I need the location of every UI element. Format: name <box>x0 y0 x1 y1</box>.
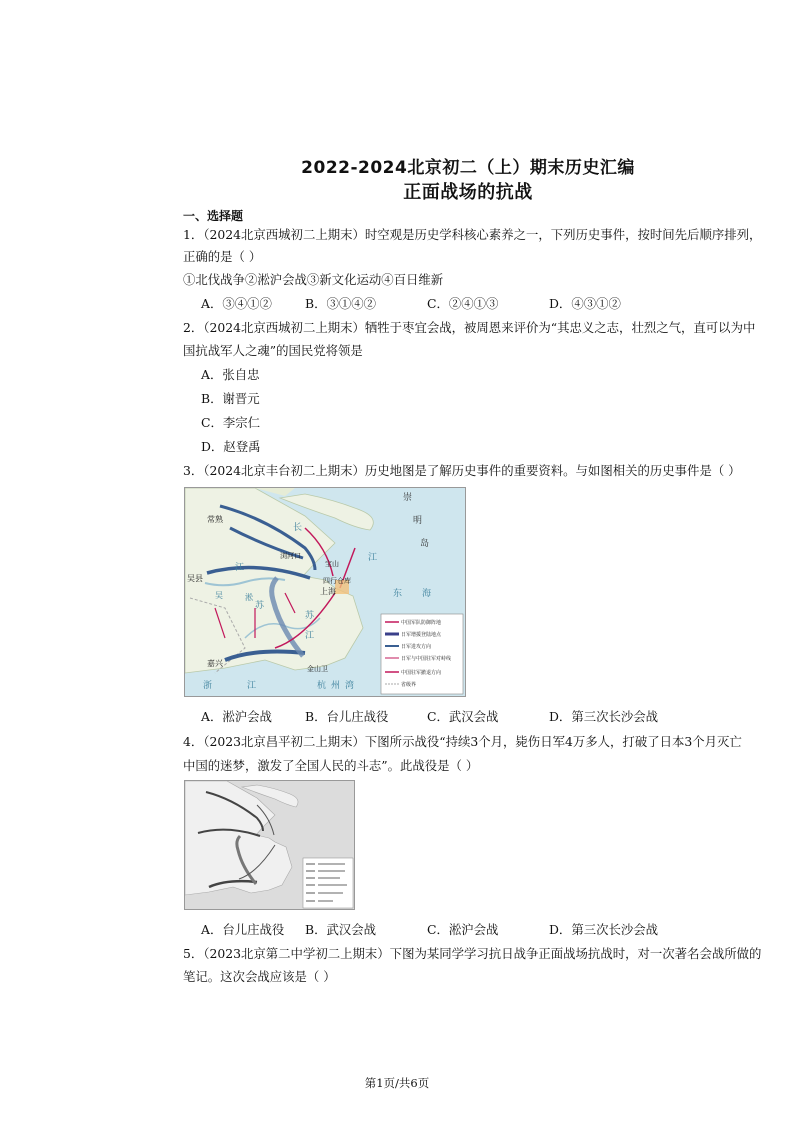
svg-text:省级界: 省级界 <box>401 682 417 688</box>
svg-text:吴: 吴 <box>215 591 223 600</box>
q2-stem-line1: 2．（2024北京西城初二上期末）牺牲于枣宜会战，被周恩来评价为“其忠义之志，壮烈之气，直可以为中 <box>183 320 756 335</box>
map-legend <box>381 614 463 694</box>
q3-stem-line1: 3．（2024北京丰台初二上期末）历史地图是了解历史事件的重要资料。与如图相关的历史事件是（ ） <box>183 463 741 478</box>
section-heading: 一、选择题 <box>183 209 244 223</box>
svg-text:苏: 苏 <box>255 601 265 611</box>
svg-text:日军增援登陆地点: 日军增援登陆地点 <box>401 632 442 638</box>
svg-text:浏河口: 浏河口 <box>280 552 301 560</box>
svg-text:湾: 湾 <box>345 681 355 691</box>
q4-stem-line1: 4．（2023北京昌平初二上期末）下图所示战役“持续3个月，毙伤日军4万多人，打破了日本3个月灭亡 <box>183 734 742 749</box>
q4-option-b: B．武汉会战 <box>305 922 377 937</box>
page-footer: 第1页/共6页 <box>364 1076 430 1090</box>
q3-option-b: B．台儿庄战役 <box>305 709 389 724</box>
svg-text:江: 江 <box>235 563 245 573</box>
svg-text:宝山: 宝山 <box>325 560 339 568</box>
svg-text:岛: 岛 <box>420 539 430 549</box>
q2-option-d: D．赵登禹 <box>201 439 261 454</box>
svg-text:州: 州 <box>331 681 341 691</box>
q4-option-a: A．台儿庄战役 <box>201 922 285 937</box>
q5-stem-line1: 5．（2023北京第二中学初二上期末）下图为某同学学习抗日战争正面战场抗战时，对一次著名会战所做的 <box>183 946 762 961</box>
svg-text:中国驻军撤退方向: 中国驻军撤退方向 <box>401 670 442 676</box>
q5-stem-line2: 笔记。这次会战应该是（ ） <box>183 969 336 984</box>
svg-text:东: 东 <box>393 589 403 599</box>
q1-events: ①北伐战争②淞沪会战③新文化运动④百日维新 <box>183 272 444 287</box>
q1-stem-line2: 正确的是（ ） <box>183 249 262 264</box>
q1-stem-line1: 1．（2024北京西城初二上期末）时空观是历史学科核心素养之一，下列历史事件，按时间先后顺序排列， <box>183 227 762 242</box>
svg-text:淞: 淞 <box>245 593 253 602</box>
q2-option-c: C．李宗仁 <box>201 415 261 430</box>
svg-text:中国军队防御阵地: 中国军队防御阵地 <box>401 620 442 626</box>
q3-option-d: D．第三次长沙会战 <box>549 709 659 724</box>
map-graphic-gray <box>185 781 354 909</box>
svg-text:吴县: 吴县 <box>187 574 203 583</box>
q1-option-c: C．②④①③ <box>427 296 499 311</box>
q1-option-d: D．④③①② <box>549 296 621 311</box>
q3-option-a: A．淞沪会战 <box>201 709 272 724</box>
svg-text:上海: 上海 <box>320 587 336 596</box>
songhu-battle-map-gray <box>184 780 355 910</box>
svg-text:杭: 杭 <box>317 681 327 691</box>
svg-text:江: 江 <box>247 681 257 691</box>
svg-text:日军进攻方向: 日军进攻方向 <box>401 644 432 650</box>
svg-text:四行仓库: 四行仓库 <box>323 577 351 585</box>
songhu-battle-map <box>184 487 466 697</box>
q4-option-d: D．第三次长沙会战 <box>549 922 659 937</box>
svg-text:长: 长 <box>293 523 303 533</box>
svg-text:海: 海 <box>422 589 432 599</box>
svg-text:江: 江 <box>305 631 315 641</box>
svg-text:日军与中国驻军对峙线: 日军与中国驻军对峙线 <box>401 656 452 662</box>
q4-option-c: C．淞沪会战 <box>427 922 499 937</box>
svg-text:嘉兴: 嘉兴 <box>207 659 223 668</box>
q1-option-b: B．③①④② <box>305 296 377 311</box>
q4-stem-line2: 中国的迷梦，激发了全国人民的斗志”。此战役是（ ） <box>183 758 479 773</box>
q3-option-c: C．武汉会战 <box>427 709 499 724</box>
page-title: 2022-2024北京初二（上）期末历史汇编 <box>301 158 635 178</box>
svg-text:苏: 苏 <box>305 611 315 621</box>
svg-text:明: 明 <box>413 516 423 526</box>
q2-option-b: B．谢晋元 <box>201 391 260 406</box>
q2-stem-line2: 国抗战军人之魂”的国民党将领是 <box>183 343 363 358</box>
svg-text:崇: 崇 <box>403 493 413 503</box>
map-graphic <box>185 488 465 696</box>
svg-text:常熟: 常熟 <box>207 515 223 524</box>
q1-option-a: A．③④①② <box>201 296 272 311</box>
page-subtitle: 正面战场的抗战 <box>403 182 533 203</box>
svg-text:浙: 浙 <box>203 681 213 691</box>
q2-option-a: A．张自忠 <box>201 367 260 382</box>
svg-text:江: 江 <box>368 553 378 563</box>
svg-text:金山卫: 金山卫 <box>307 665 328 673</box>
